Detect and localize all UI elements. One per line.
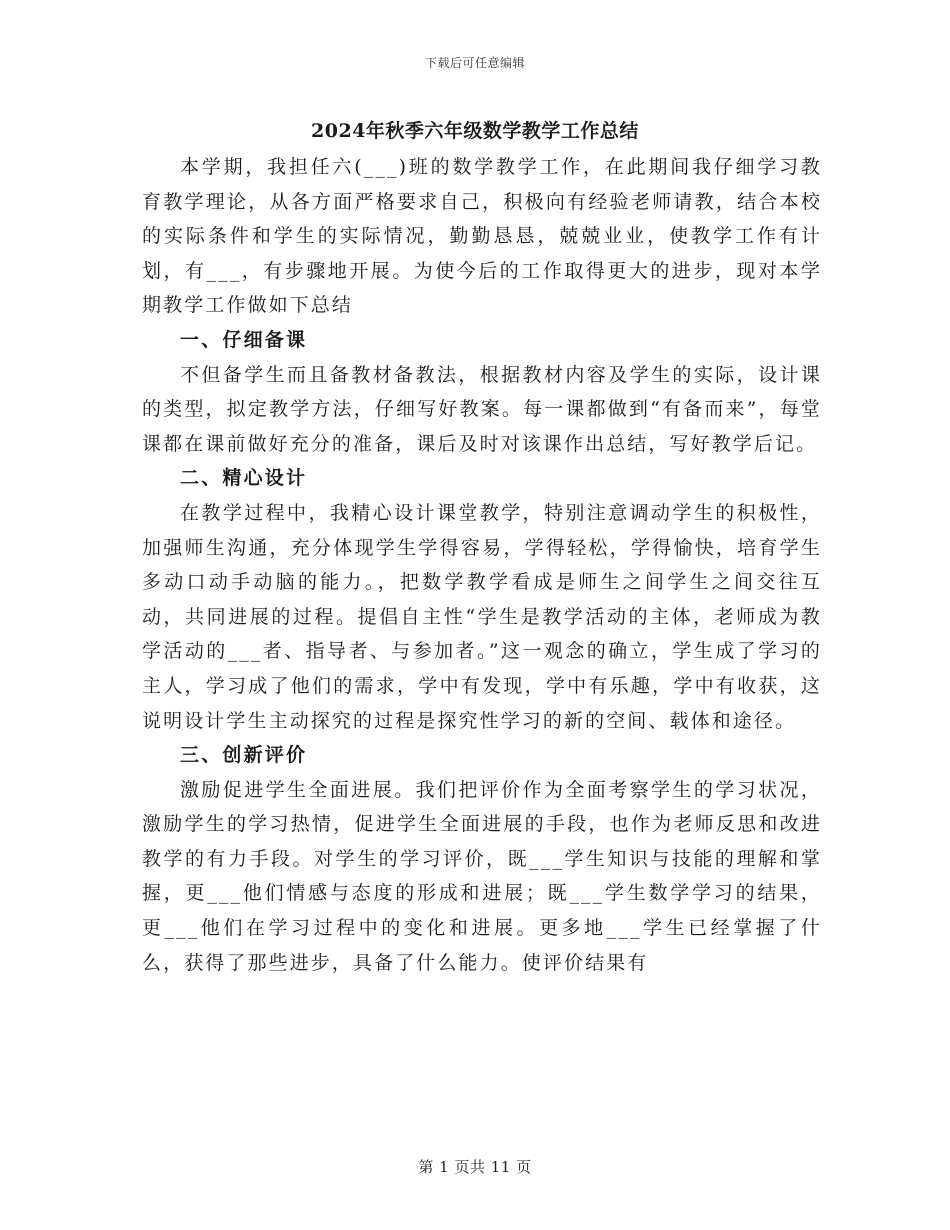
document-title: 2024年秋季六年级数学教学工作总结 <box>311 120 639 142</box>
section-paragraph: 激励促进学生全面进展。我们把评价作为全面考察学生的学习状况，激励学生的学习热情，促进学生全面进展的手段，也作为老师反思和改进教学的有力手段。对学生的学习评价，既___学生知识与技能的理解和掌握，更___他们情感与态度的形成和进展；既___学生数学学习的结果，更___他们在学习过程中的变化和进展。更多地___学生已经掌握了什么，获得了那些进步，具备了什么能力。使评价结果有 <box>142 778 822 974</box>
page-footer: 第 1 页共 11 页 <box>418 1158 532 1176</box>
section-heading: 二、精心设计 <box>180 467 308 490</box>
section-paragraph: 在教学过程中，我精心设计课堂教学，特别注意调动学生的积极性，加强师生沟通，充分体现学生学得容易，学得轻松，学得愉快，培育学生多动口动手动脑的能力。，把数学教学看成是师生之间学生之间交往互动，共同进展的过程。提倡自主性“学生是教学活动的主体，老师成为教学活动的___者、指导者、与参加者。”这一观念的确立，学生成了学习的主人，学习成了他们的需求，学中有发现，学中有乐趣，学中有收获，这说明设计学生主动探究的过程是探究性学习的新的空间、载体和途径。 <box>142 501 822 732</box>
section-heading: 一、仔细备课 <box>180 328 308 351</box>
section-heading: 三、创新评价 <box>180 744 308 767</box>
intro-paragraph: 本学期，我担任六(___)班的数学教学工作，在此期间我仔细学习教育教学理论，从各方面严格要求自己，积极向有经验老师请教，结合本校的实际条件和学生的实际情况，勤勤恳恳，兢兢业业，使教学工作有计划，有___，有步骤地开展。为使今后的工作取得更大的进步，现对本学期教学工作做如下总结 <box>142 156 822 317</box>
document-body <box>142 150 822 980</box>
section-paragraph: 不但备学生而且备教材备教法，根据教材内容及学生的实际，设计课的类型，拟定教学方法，仔细写好教案。每一课都做到“有备而来”，每堂课都在课前做好充分的准备，课后及时对该课作出总结，写好教学后记。 <box>142 363 822 455</box>
header-note: 下载后可任意编辑 <box>424 56 525 70</box>
